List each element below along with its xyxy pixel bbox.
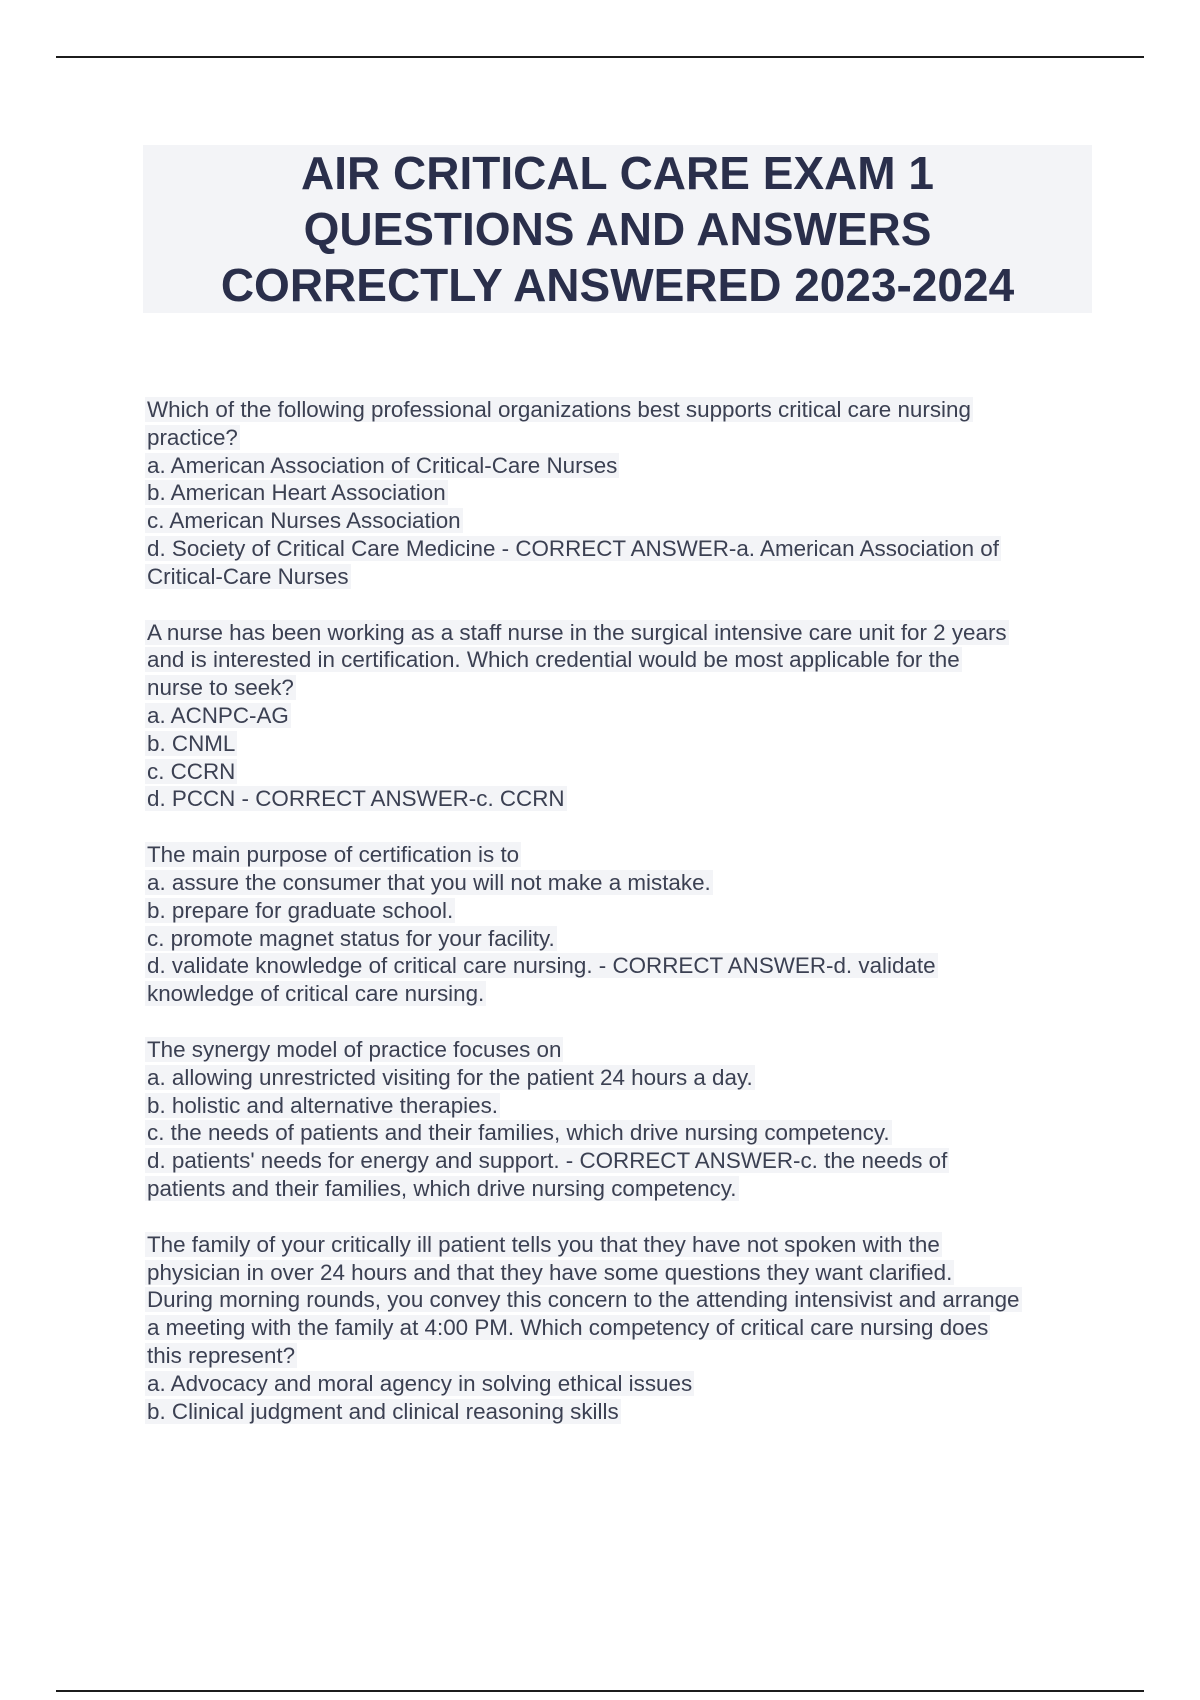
question-text-line: The synergy model of practice focuses on: [147, 1036, 562, 1062]
title-line: CORRECTLY ANSWERED 2023-2024: [220, 259, 1015, 311]
correct-answer-continuation: patients and their families, which drive nursing competency.: [147, 1175, 737, 1201]
question-text-line: A nurse has been working as a staff nurse in the surgical intensive care unit for 2 years: [147, 619, 1007, 645]
answer-option: a. American Association of Critical-Care Nurses: [147, 452, 618, 478]
correct-answer-continuation: Critical-Care Nurses: [147, 563, 349, 589]
answer-option: c. American Nurses Association: [147, 508, 461, 534]
question-text-line: this represent?: [147, 1342, 296, 1368]
answer-option: c. promote magnet status for your facility.: [147, 925, 555, 951]
answer-option: b. prepare for graduate school.: [147, 897, 454, 923]
question-block-5: [145, 1231, 1095, 1426]
correct-answer-continuation: knowledge of critical care nursing.: [147, 981, 485, 1007]
title-banner: [143, 145, 1092, 313]
question-block-2: [145, 619, 1095, 814]
answer-option: b. Clinical judgment and clinical reasoning skills: [147, 1398, 619, 1424]
answer-option: b. CNML: [147, 730, 236, 756]
question-text-line: a meeting with the family at 4:00 PM. Which competency of critical care nursing does: [147, 1315, 989, 1341]
answer-option-with-correct-answer: d. PCCN - CORRECT ANSWER-c. CCRN: [147, 786, 565, 812]
document-body: [145, 396, 1095, 1453]
document-title: [143, 145, 1092, 313]
answer-option: b. American Heart Association: [147, 480, 446, 506]
answer-option: c. CCRN: [147, 758, 236, 784]
answer-option-with-correct-answer: d. validate knowledge of critical care nursing. - CORRECT ANSWER-d. validate: [147, 953, 936, 979]
answer-option: c. the needs of patients and their families, which drive nursing competency.: [147, 1120, 890, 1146]
answer-option: a. assure the consumer that you will not make a mistake.: [147, 869, 711, 895]
answer-option: a. ACNPC-AG: [147, 702, 289, 728]
question-text-line: nurse to seek?: [147, 675, 294, 701]
question-text-line: physician in over 24 hours and that they have some questions they want clarified.: [147, 1259, 953, 1285]
top-rule: [56, 56, 1144, 58]
question-text-line: The main purpose of certification is to: [147, 842, 520, 868]
answer-option-with-correct-answer: d. patients' needs for energy and support. - CORRECT ANSWER-c. the needs of: [147, 1148, 948, 1174]
question-block-3: [145, 841, 1095, 1008]
question-text-line: During morning rounds, you convey this concern to the attending intensivist and arrange: [147, 1287, 1020, 1313]
question-block-1: [145, 396, 1095, 591]
question-text-line: The family of your critically ill patient tells you that they have not spoken with the: [147, 1231, 940, 1257]
answer-option: a. Advocacy and moral agency in solving ethical issues: [147, 1370, 693, 1396]
question-text-line: Which of the following professional organizations best supports critical care nursing: [147, 397, 971, 422]
question-text-line: practice?: [147, 424, 238, 450]
title-line: QUESTIONS AND ANSWERS: [303, 203, 932, 255]
bottom-rule: [56, 1690, 1144, 1692]
question-block-4: [145, 1036, 1095, 1203]
answer-option-with-correct-answer: d. Society of Critical Care Medicine - CORRECT ANSWER-a. American Association of: [147, 535, 999, 561]
question-text-line: and is interested in certification. Which credential would be most applicable for the: [147, 647, 960, 673]
title-line: AIR CRITICAL CARE EXAM 1: [301, 147, 934, 199]
answer-option: b. holistic and alternative therapies.: [147, 1092, 498, 1118]
answer-option: a. allowing unrestricted visiting for the patient 24 hours a day.: [147, 1064, 753, 1090]
